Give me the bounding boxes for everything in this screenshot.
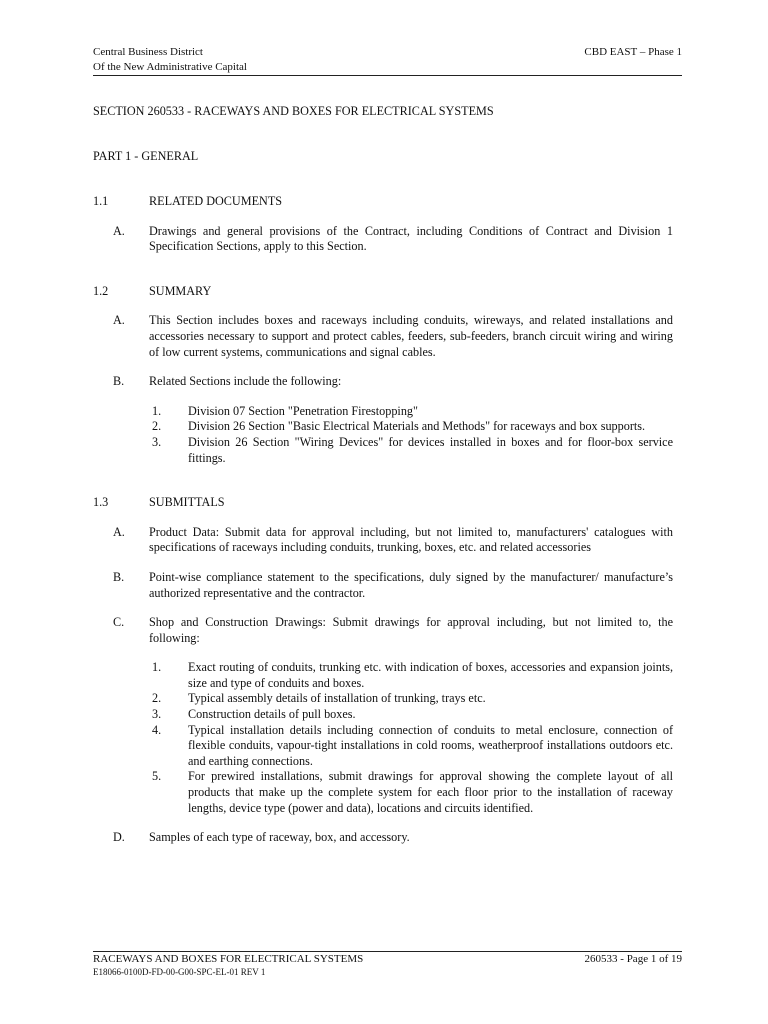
header-rule bbox=[93, 75, 682, 76]
article-number: 1.2 bbox=[93, 283, 109, 298]
list-item bbox=[149, 769, 673, 816]
paragraph-letter: A. bbox=[113, 524, 125, 539]
footer-left bbox=[93, 953, 363, 979]
list-item bbox=[149, 419, 673, 435]
part-title: PART 1 - GENERAL bbox=[93, 149, 199, 163]
paragraph-text: Drawings and general provisions of the Contract, including Conditions of Contract and Division 1 Specification Sections, apply to this Section. bbox=[149, 223, 673, 254]
list-item-number: 5. bbox=[152, 769, 162, 784]
list-item-text: Division 26 Section "Basic Electrical Materials and Methods" for raceways and box supports. bbox=[188, 419, 646, 434]
paragraph bbox=[93, 830, 673, 846]
list-item-number: 1. bbox=[152, 403, 162, 418]
paragraph bbox=[93, 374, 673, 390]
document-body bbox=[93, 104, 673, 846]
list-item bbox=[149, 691, 673, 707]
header-left bbox=[93, 45, 247, 75]
paragraph-text: Shop and Construction Drawings: Submit drawings for approval including, but not limited to, the following: bbox=[149, 615, 673, 645]
footer-document-code: E18066-0100D-FD-00-G00-SPC-EL-01 REV 1 bbox=[93, 967, 266, 977]
list-item-number: 4. bbox=[152, 722, 162, 737]
paragraph-letter: B. bbox=[113, 374, 125, 389]
paragraph bbox=[93, 570, 673, 601]
list-item-number: 3. bbox=[152, 434, 162, 449]
list-item-number: 2. bbox=[152, 419, 162, 434]
list-item-text: Construction details of pull boxes. bbox=[188, 707, 356, 722]
list-item-text: Division 07 Section "Penetration Firestopping" bbox=[188, 403, 418, 418]
article-heading bbox=[93, 194, 673, 210]
paragraph bbox=[93, 224, 673, 255]
list-item-text: Typical assembly details of installation of trunking, trays etc. bbox=[188, 691, 486, 706]
header-project-line1: Central Business District bbox=[93, 46, 203, 58]
list-item-text: Exact routing of conduits, trunking etc. with indication of boxes, accessories and expansion joints, size and type of conduits and boxes. bbox=[188, 660, 673, 690]
header-phase: CBD EAST – Phase 1 bbox=[584, 46, 682, 58]
article-number: 1.1 bbox=[93, 194, 109, 208]
footer-rule bbox=[93, 951, 682, 952]
paragraph-letter: A. bbox=[113, 223, 125, 238]
paragraph bbox=[93, 313, 673, 360]
article-heading bbox=[93, 495, 673, 511]
paragraph-text: Product Data: Submit data for approval including, but not limited to, manufacturers' catalogues with specifications of raceways including conduits, trunking, boxes, etc. and related accessories bbox=[149, 524, 673, 555]
list-item bbox=[149, 723, 673, 770]
header-project-line2: Of the New Administrative Capital bbox=[93, 61, 247, 73]
paragraph-text: Related Sections include the following: bbox=[149, 374, 342, 389]
list-item bbox=[149, 404, 673, 420]
list-item bbox=[149, 707, 673, 723]
list-item-text: For prewired installations, submit drawings for approval showing the complete layout of all products that make up the complete system for each floor prior to the installation of raceway lengths, device type (power and data), locations and circuits identified. bbox=[188, 769, 673, 815]
footer-title: RACEWAYS AND BOXES FOR ELECTRICAL SYSTEMS bbox=[93, 953, 364, 965]
article-heading bbox=[93, 284, 673, 300]
list-item-number: 1. bbox=[152, 660, 162, 675]
list-item bbox=[149, 435, 673, 466]
section-title: SECTION 260533 - RACEWAYS AND BOXES FOR ELECTRICAL SYSTEMS bbox=[93, 104, 494, 118]
list-item-text: Typical installation details including connection of conduits to metal enclosure, connection of flexible conduits, vapour-tight installations in cold rooms, weatherproof installations outdoors etc. and earthing connections. bbox=[188, 722, 673, 768]
paragraph-text: This Section includes boxes and raceways including conduits, wireways, and related installations and accessories necessary to support and protect cables, feeders, sub-feeders, branch circuit wiring and wiring of low current systems, communications and signal cables. bbox=[149, 313, 673, 359]
footer-page-number: 260533 - Page 1 of 19 bbox=[584, 953, 682, 965]
list-item bbox=[149, 660, 673, 691]
paragraph-text: Samples of each type of raceway, box, and accessory. bbox=[149, 830, 410, 845]
paragraph-text: Point-wise compliance statement to the specifications, duly signed by the manufacturer/ manufacture’s authorized representative and the contractor. bbox=[149, 569, 673, 600]
article-number: 1.3 bbox=[93, 495, 109, 510]
list-item-number: 2. bbox=[152, 691, 162, 706]
list-item-number: 3. bbox=[152, 707, 162, 722]
article-title: SUMMARY bbox=[149, 283, 212, 298]
paragraph-letter: A. bbox=[113, 313, 125, 328]
paragraph bbox=[93, 615, 673, 646]
list-item-text: Division 26 Section "Wiring Devices" for devices installed in boxes and for floor-box service fittings. bbox=[188, 434, 673, 465]
sub-list bbox=[93, 660, 673, 816]
paragraph-letter: C. bbox=[113, 615, 125, 630]
sub-list bbox=[93, 404, 673, 466]
article-title: SUBMITTALS bbox=[149, 495, 225, 510]
paragraph-letter: D. bbox=[113, 830, 125, 845]
article-title: RELATED DOCUMENTS bbox=[149, 194, 283, 208]
paragraph bbox=[93, 525, 673, 556]
paragraph-letter: B. bbox=[113, 569, 125, 584]
